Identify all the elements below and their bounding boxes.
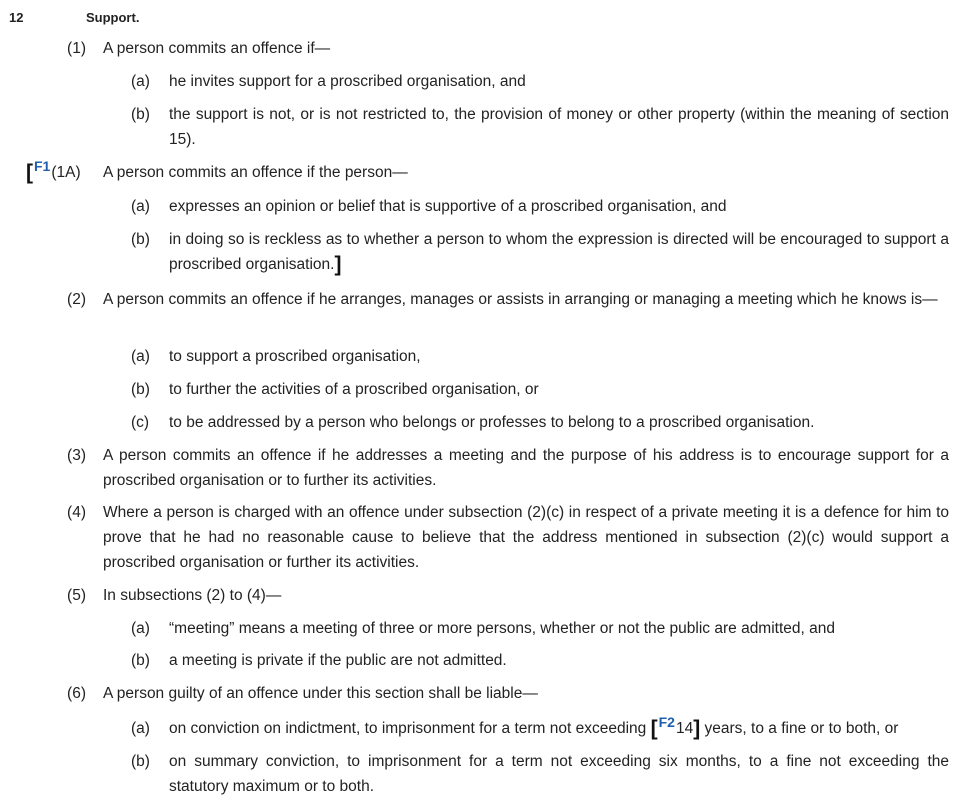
paragraph-text: he invites support for a proscribed organisation, and xyxy=(169,73,526,90)
footnote-ref-f1[interactable]: F1 xyxy=(34,158,51,174)
amendment-close-bracket: ] xyxy=(334,253,342,276)
paragraph-number: (a) xyxy=(131,73,150,90)
amendment-label xyxy=(26,160,81,185)
paragraph-number: (a) xyxy=(131,620,150,637)
footnote-ref-f2[interactable]: F2 xyxy=(658,714,675,730)
paragraph-number: (b) xyxy=(131,753,150,770)
paragraph-number: (b) xyxy=(131,231,150,248)
paragraph-number: (a) xyxy=(131,720,150,737)
subsection-number: (3) xyxy=(67,447,86,464)
subsection-text: A person commits an offence if— xyxy=(103,40,331,57)
subsection-text: A person commits an offence if the person— xyxy=(103,164,408,181)
subsection-number: (4) xyxy=(67,504,86,521)
amendment-open-bracket: [ xyxy=(650,717,658,740)
paragraph-text: “meeting” means a meeting of three or more persons, whether or not the public are admitted, and xyxy=(169,620,835,637)
paragraph-number: (c) xyxy=(131,414,150,431)
section-title: Support. xyxy=(86,10,140,25)
subsection-text: A person commits an offence if he arranges, manages or assists in arranging or managing a meeting which he knows is— xyxy=(103,291,938,308)
subsection-number: (1A) xyxy=(51,164,81,181)
paragraph-text: on summary conviction, to imprisonment for a term not exceeding six months, to a fine not exceeding the statutory maximum or to both. xyxy=(169,753,949,795)
paragraph-text-before: on conviction on indictment, to imprisonment for a term not exceeding xyxy=(169,720,647,737)
paragraph-text: the support is not, or is not restricted to, the provision of money or other property (within the meaning of section 15). xyxy=(169,106,949,148)
amended-value: 14 xyxy=(675,720,694,737)
paragraph-number: (b) xyxy=(131,106,150,123)
subsection-text: Where a person is charged with an offence under subsection (2)(c) in respect of a private meeting it is a defence for him to prove that he had no reasonable cause to believe that the address mentioned in subsection (2)(c) would support a proscribed organisation or further its activities. xyxy=(103,504,949,571)
subsection-text: A person commits an offence if he addresses a meeting and the purpose of his address is to encourage support for a proscribed organisation or to further its activities. xyxy=(103,447,949,489)
paragraph-text-wrap xyxy=(169,227,949,277)
subsection-number: (2) xyxy=(67,291,86,308)
paragraph-number: (a) xyxy=(131,198,150,215)
paragraph-text: a meeting is private if the public are not admitted. xyxy=(169,652,507,669)
paragraph-number: (b) xyxy=(131,652,150,669)
paragraph-text-wrap xyxy=(169,716,949,741)
subsection-text: In subsections (2) to (4)— xyxy=(103,587,282,604)
section-number: 12 xyxy=(9,10,24,25)
subsection-number: (5) xyxy=(67,587,86,604)
amendment-close-bracket: ] xyxy=(693,717,701,740)
subsection-number: (6) xyxy=(67,685,86,702)
paragraph-text-after: years, to a fine or to both, or xyxy=(704,720,899,737)
paragraph-text: to support a proscribed organisation, xyxy=(169,348,421,365)
paragraph-text: to be addressed by a person who belongs or professes to belong to a proscribed organisation. xyxy=(169,414,815,431)
paragraph-text: expresses an opinion or belief that is supportive of a proscribed organisation, and xyxy=(169,198,727,215)
paragraph-text: in doing so is reckless as to whether a person to whom the expression is directed will be encouraged to support a proscribed organisation. xyxy=(169,231,949,273)
paragraph-number: (b) xyxy=(131,381,150,398)
paragraph-number: (a) xyxy=(131,348,150,365)
paragraph-text: to further the activities of a proscribed organisation, or xyxy=(169,381,539,398)
amendment-open-bracket: [ xyxy=(26,161,33,184)
subsection-number: (1) xyxy=(67,40,86,57)
subsection-text: A person guilty of an offence under this section shall be liable— xyxy=(103,685,538,702)
